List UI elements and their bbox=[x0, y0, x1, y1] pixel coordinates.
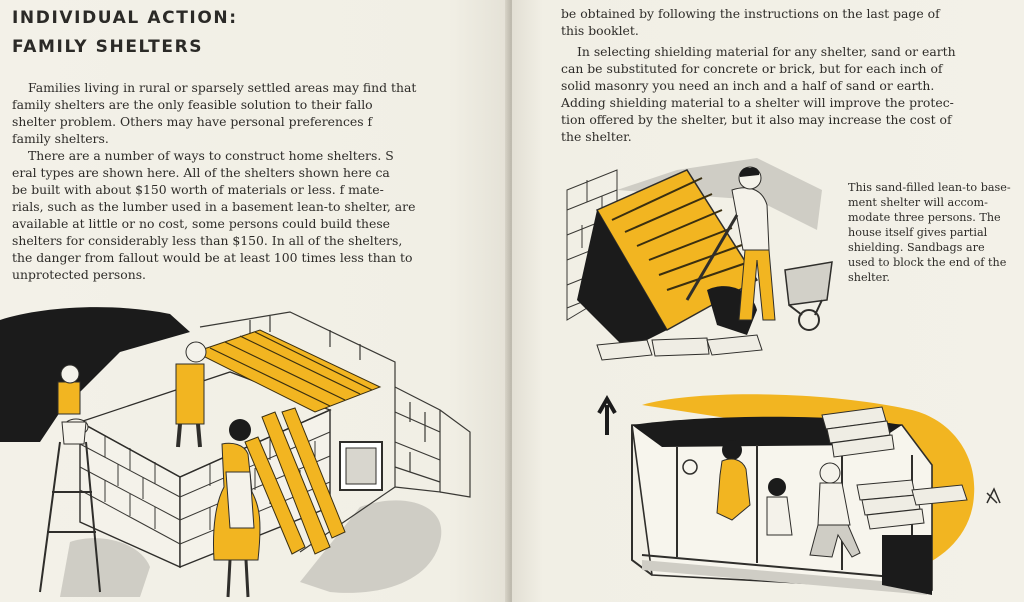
caption-line: This sand-filled lean-to base- bbox=[848, 181, 1011, 194]
text-line: In selecting shielding material for any shelter, sand or earth bbox=[577, 44, 956, 59]
text-line: can be substituted for concrete or brick, but for each inch of bbox=[561, 61, 943, 76]
text-line: There are a number of ways to construct home shelters. S bbox=[28, 148, 394, 163]
text-line: be built with about $150 worth of materials or less. f mate- bbox=[12, 182, 384, 197]
text-line: be obtained by following the instructions on the last page of bbox=[561, 6, 940, 21]
text-line: Families living in rural or sparsely settled areas may find that bbox=[28, 80, 417, 95]
right-page bbox=[512, 0, 1024, 602]
illustration-caption bbox=[848, 180, 1018, 285]
shielding-paragraph bbox=[561, 43, 1007, 145]
text-line: unprotected persons. bbox=[12, 267, 146, 282]
text-line: shelters for considerably less than $150. In all of the shelters, bbox=[12, 233, 403, 248]
underground-shelter-illustration bbox=[582, 385, 1002, 600]
caption-line: house itself gives partial bbox=[848, 226, 988, 239]
left-page bbox=[0, 0, 510, 602]
text-line: family shelters. bbox=[12, 131, 109, 146]
caption-line: shelter. bbox=[848, 271, 890, 284]
text-line: available at little or no cost, some persons could build these bbox=[12, 216, 391, 231]
text-line: family shelters are the only feasible solution to their fallo bbox=[12, 97, 373, 112]
page-heading: INDIVIDUAL ACTION: bbox=[12, 8, 238, 28]
text-line: solid masonry you need an inch and a half of sand or earth. bbox=[561, 78, 935, 93]
body-paragraph bbox=[12, 147, 452, 283]
continued-paragraph bbox=[561, 5, 1007, 39]
text-line: the danger from fallout would be at least 100 times less than to bbox=[12, 250, 413, 265]
text-line: the shelter. bbox=[561, 129, 632, 144]
caption-line: modate three persons. The bbox=[848, 211, 1001, 224]
intro-paragraph bbox=[12, 79, 452, 147]
text-line: Adding shielding material to a shelter will improve the protec- bbox=[561, 95, 954, 110]
lean-to-shelter-illustration bbox=[557, 150, 837, 375]
block-shelter-illustration bbox=[0, 292, 505, 602]
text-line: tion offered by the shelter, but it also may increase the cost of bbox=[561, 112, 952, 127]
text-line: eral types are shown here. All of the shelters shown here ca bbox=[12, 165, 390, 180]
caption-line: used to block the end of the bbox=[848, 256, 1007, 269]
text-line: shelter problem. Others may have personal preferences f bbox=[12, 114, 373, 129]
text-line: rials, such as the lumber used in a basement lean-to shelter, are bbox=[12, 199, 416, 214]
page-subheading: FAMILY SHELTERS bbox=[12, 37, 204, 57]
caption-line: ment shelter will accom- bbox=[848, 196, 988, 209]
text-line: this booklet. bbox=[561, 23, 639, 38]
caption-line: shielding. Sandbags are bbox=[848, 241, 985, 254]
